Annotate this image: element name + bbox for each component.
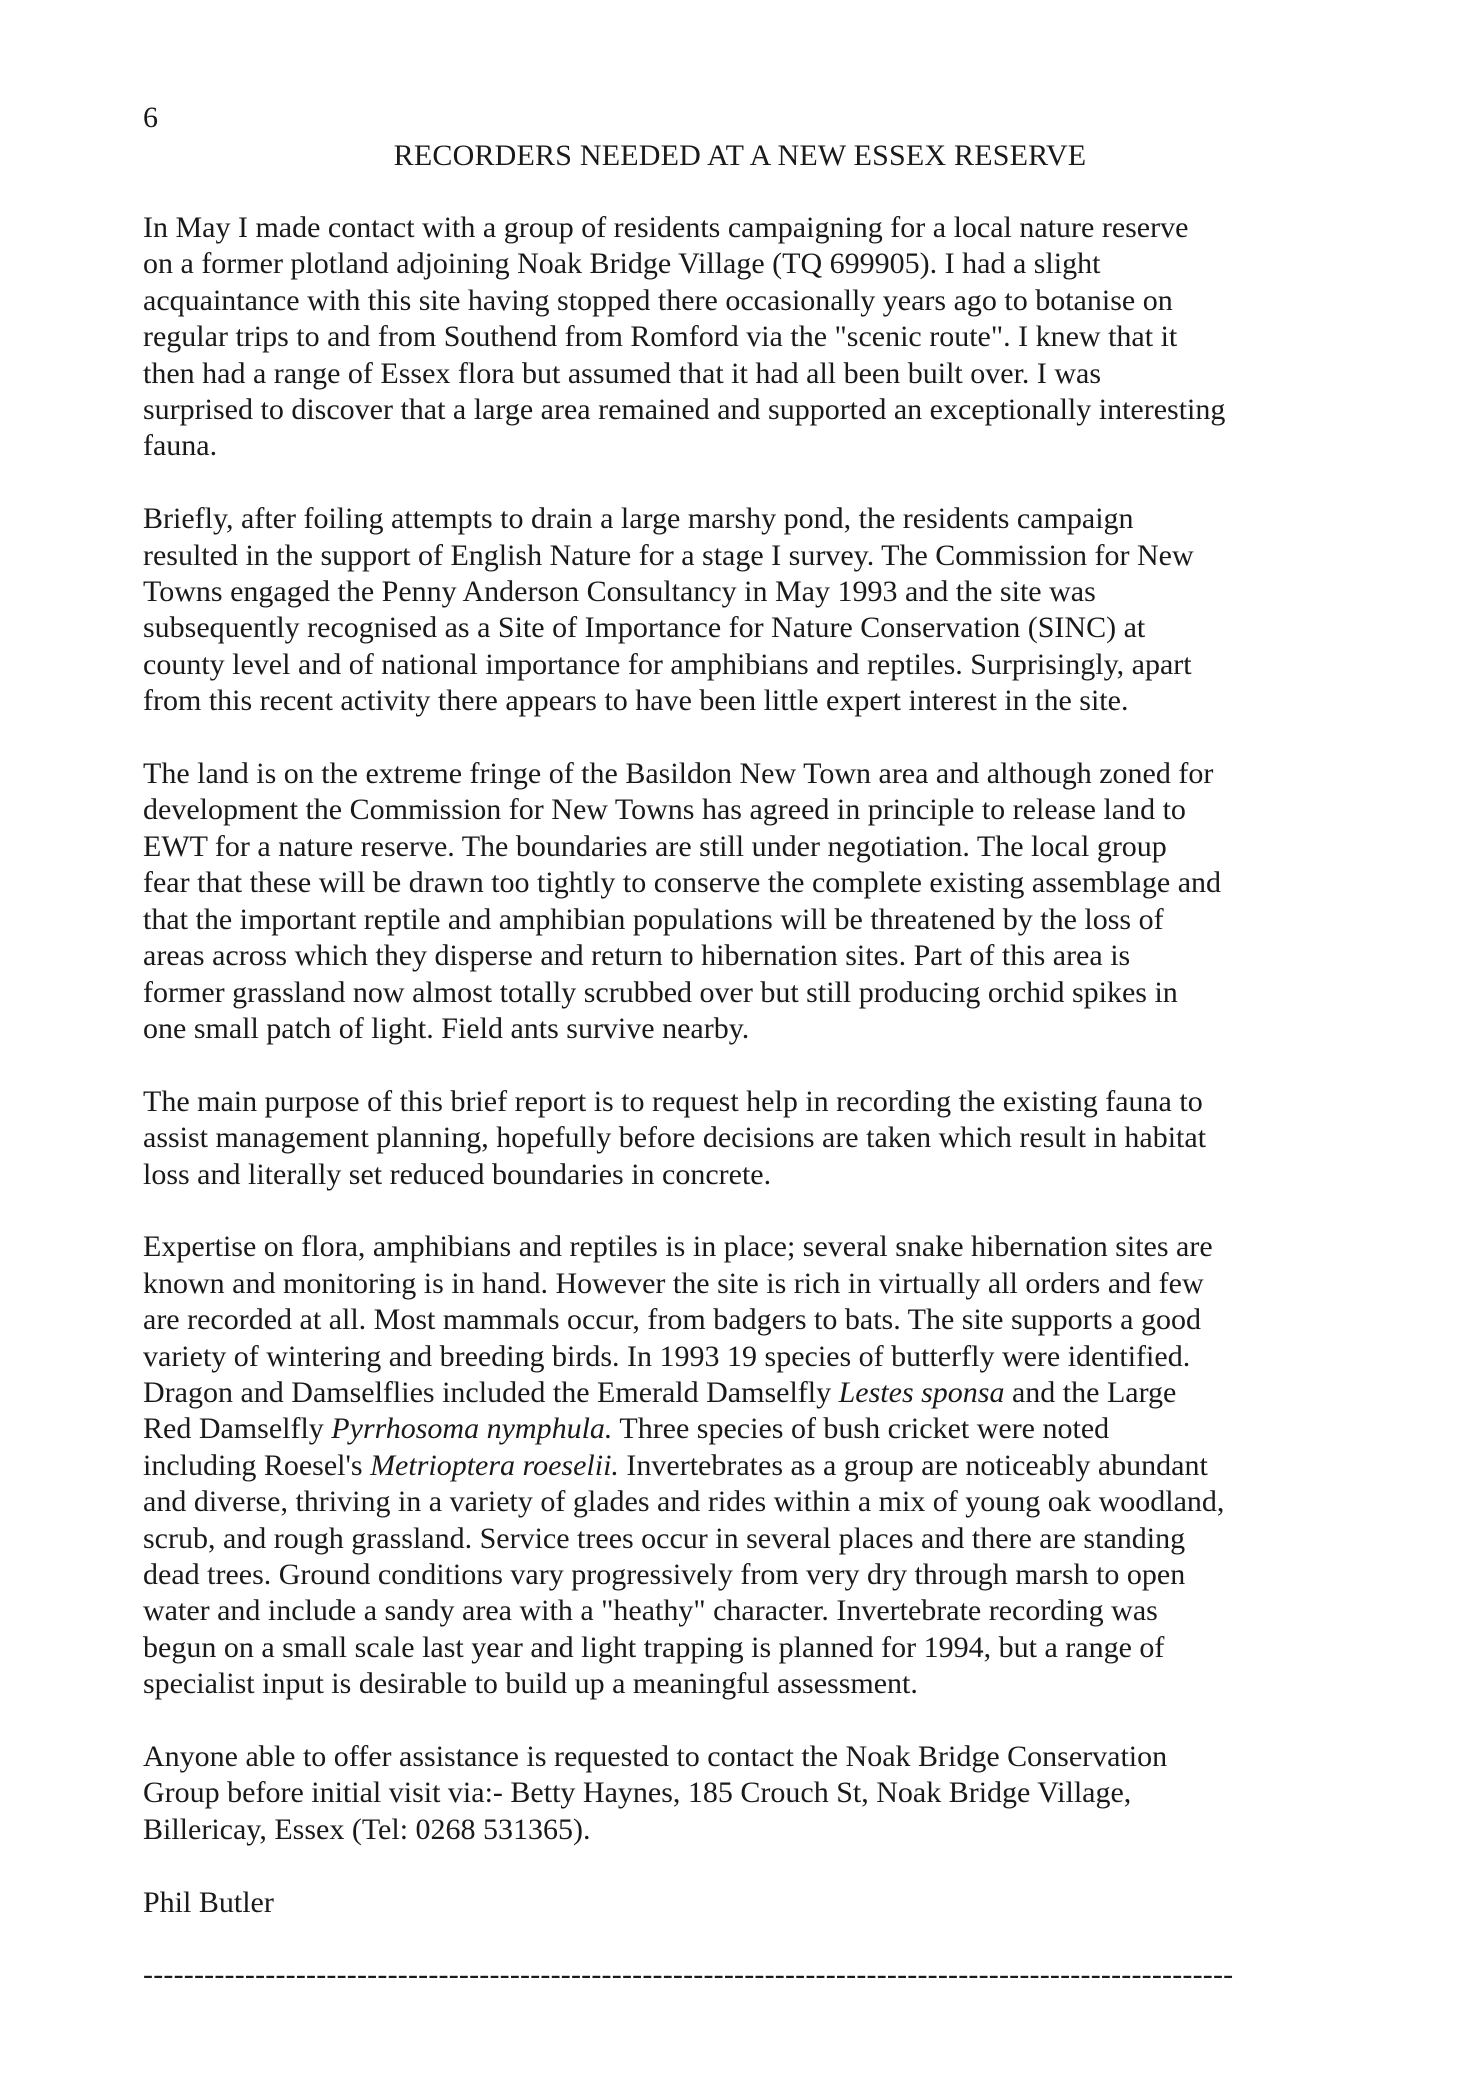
paragraph — [143, 756, 1343, 1047]
text-run: including Roesel's — [143, 1448, 371, 1482]
text-run: county level and of national importance for amphibians and reptiles. Surprisingly, apart — [143, 647, 1192, 681]
text-line — [143, 392, 1343, 428]
paragraph-list — [143, 210, 1343, 1848]
text-run: one small patch of light. Field ants survive nearby. — [143, 1011, 750, 1045]
paragraph — [143, 501, 1343, 719]
article-title: RECORDERS NEEDED AT A NEW ESSEX RESERVE — [393, 139, 1087, 172]
text-line — [143, 1120, 1343, 1156]
text-line — [143, 1812, 1343, 1848]
text-run: fear that these will be drawn too tightly to conserve the complete existing assemblage and — [143, 866, 1222, 900]
text-line — [143, 210, 1343, 246]
text-run: acquaintance with this site having stopped there occasionally years ago to botanise on — [143, 283, 1173, 317]
page-number: 6 — [143, 101, 158, 134]
text-line — [143, 538, 1343, 574]
text-run: on a former plotland adjoining Noak Bridge Village (TQ 699905). I had a slight — [143, 247, 1101, 281]
text-run: scrub, and rough grassland. Service trees occur in several places and there are standing — [143, 1521, 1186, 1555]
text-run: and diverse, thriving in a variety of glades and rides within a mix of young oak woodland, — [143, 1485, 1225, 1519]
species-name: Pyrrhosoma nymphula. — [331, 1412, 613, 1446]
separator-rule: ----------------------------------------------------------------------------------------------------------- — [143, 1958, 1234, 1992]
text-line — [143, 1229, 1343, 1265]
text-line — [143, 1266, 1343, 1302]
paragraph — [143, 210, 1343, 465]
author-signature: Phil Butler — [143, 1885, 274, 1919]
text-line — [143, 1411, 1343, 1447]
text-line — [143, 610, 1343, 646]
text-run: specialist input is desirable to build up a meaningful assessment. — [143, 1667, 918, 1701]
paragraph — [143, 1229, 1343, 1702]
text-line — [143, 1011, 1343, 1047]
text-line — [143, 683, 1343, 719]
text-line — [143, 1666, 1343, 1702]
article-body — [143, 210, 1343, 1994]
text-line — [143, 1339, 1343, 1375]
text-line — [143, 1630, 1343, 1666]
text-run: Towns engaged the Penny Anderson Consultancy in May 1993 and the site was — [143, 575, 1096, 609]
text-run: The main purpose of this brief report is to request help in recording the existing fauna to — [143, 1084, 1203, 1118]
text-run: from this recent activity there appears to have been little expert interest in the site. — [143, 684, 1129, 718]
text-run: fauna. — [143, 429, 218, 463]
text-line — [143, 574, 1343, 610]
text-line — [143, 246, 1343, 282]
species-name: Lestes sponsa — [838, 1375, 1005, 1409]
text-run: subsequently recognised as a Site of Importance for Nature Conservation (SINC) at — [143, 611, 1146, 645]
text-line — [143, 356, 1343, 392]
text-line — [143, 1302, 1343, 1338]
text-line — [143, 1557, 1343, 1593]
text-line — [143, 501, 1343, 537]
text-run: Anyone able to offer assistance is requested to contact the Noak Bridge Conservation — [143, 1739, 1168, 1773]
text-line — [143, 865, 1343, 901]
text-run: regular trips to and from Southend from Romford via the "scenic route". I knew that it — [143, 320, 1178, 354]
text-line — [143, 1593, 1343, 1629]
text-run: former grassland now almost totally scrubbed over but still producing orchid spikes in — [143, 975, 1178, 1009]
text-line — [143, 283, 1343, 319]
text-run: surprised to discover that a large area remained and supported an exceptionally interesting — [143, 393, 1226, 427]
text-line — [143, 1084, 1343, 1120]
text-line — [143, 1739, 1343, 1775]
text-run: that the important reptile and amphibian populations will be threatened by the loss of — [143, 902, 1164, 936]
paragraph — [143, 1739, 1343, 1848]
text-run: Three species of bush cricket were noted — [612, 1412, 1110, 1446]
text-line — [143, 756, 1343, 792]
text-line — [143, 829, 1343, 865]
text-line — [143, 792, 1343, 828]
text-line — [143, 428, 1343, 464]
text-line — [143, 902, 1343, 938]
text-run: Billericay, Essex (Tel: 0268 531365). — [143, 1812, 591, 1846]
text-run: then had a range of Essex flora but assumed that it had all been built over. I was — [143, 356, 1102, 390]
text-run: water and include a sandy area with a "heathy" character. Invertebrate recording was — [143, 1594, 1158, 1628]
text-line — [143, 1448, 1343, 1484]
text-run: The land is on the extreme fringe of the Basildon New Town area and although zoned for — [143, 757, 1214, 791]
text-run: dead trees. Ground conditions vary progressively from very dry through marsh to open — [143, 1557, 1186, 1591]
text-line — [143, 647, 1343, 683]
text-run: and the Large — [1004, 1375, 1177, 1409]
text-line — [143, 319, 1343, 355]
text-run: variety of wintering and breeding birds. In 1993 19 species of butterfly were identified. — [143, 1339, 1191, 1373]
text-run: resulted in the support of English Nature for a stage I survey. The Commission for New — [143, 538, 1194, 572]
text-line — [143, 975, 1343, 1011]
text-run: EWT for a nature reserve. The boundaries are still under negotiation. The local group — [143, 829, 1167, 863]
text-run: Red Damselfly — [143, 1412, 332, 1446]
text-run: development the Commission for New Towns has agreed in principle to release land to — [143, 793, 1186, 827]
text-line — [143, 1521, 1343, 1557]
text-run: Expertise on flora, amphibians and reptiles is in place; several snake hibernation sites are — [143, 1230, 1213, 1264]
text-run: loss and literally set reduced boundaries in concrete. — [143, 1157, 772, 1191]
text-line — [143, 1775, 1343, 1811]
paragraph — [143, 1084, 1343, 1193]
text-run: In May I made contact with a group of residents campaigning for a local nature reserve — [143, 211, 1189, 244]
text-run: Invertebrates as a group are noticeably abundant — [618, 1448, 1208, 1482]
text-line — [143, 1157, 1343, 1193]
text-run: known and monitoring is in hand. However the site is rich in virtually all orders and few — [143, 1266, 1204, 1300]
text-line — [143, 1375, 1343, 1411]
text-run: Dragon and Damselflies included the Emerald Damselfly — [143, 1375, 839, 1409]
text-run: are recorded at all. Most mammals occur, from badgers to bats. The site supports a good — [143, 1303, 1201, 1337]
text-line — [143, 1484, 1343, 1520]
text-run: begun on a small scale last year and light trapping is planned for 1994, but a range of — [143, 1630, 1165, 1664]
text-run: Briefly, after foiling attempts to drain a large marshy pond, the residents campaign — [143, 502, 1134, 536]
text-run: areas across which they disperse and return to hibernation sites. Part of this area is — [143, 939, 1131, 973]
text-run: Group before initial visit via:- Betty Haynes, 185 Crouch St, Noak Bridge Village, — [143, 1776, 1132, 1810]
species-name: Metrioptera roeselii. — [370, 1448, 619, 1482]
text-run: assist management planning, hopefully before decisions are taken which result in habitat — [143, 1121, 1207, 1155]
text-line — [143, 938, 1343, 974]
